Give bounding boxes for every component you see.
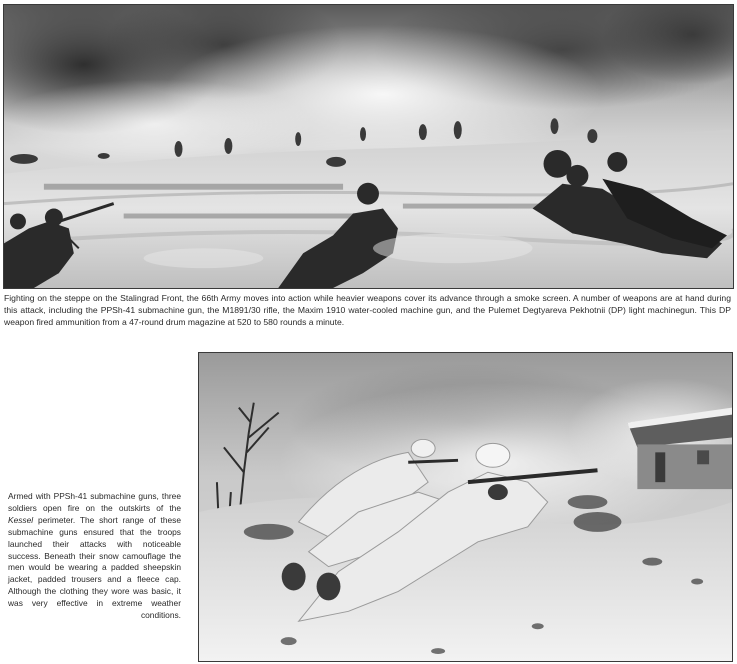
photo-soldiers-steppe-smoke-icon <box>4 5 733 288</box>
caption-part-2: perimeter. The short range of these submachine guns ensured that the troops launched their attacks with noticeable success. Beneath their snow camouflage the men would be wearing a padded sheepskin jacket, padded trousers and a fleece cap. Although the clothing they wore was basic, it was very effective in extreme weather conditions. <box>8 514 181 621</box>
photo-soldiers-snow-camouflage-icon <box>199 353 732 661</box>
top-photograph <box>3 4 734 289</box>
caption-part-1: Armed with PPSh-41 submachine guns, three soldiers open fire on the outskirts of the <box>8 491 181 513</box>
bottom-photo-caption <box>8 491 181 622</box>
bottom-photograph <box>198 352 733 662</box>
caption-italic-term: Kessel <box>8 514 34 525</box>
top-photo-caption: Fighting on the steppe on the Stalingrad Front, the 66th Army moves into action while heavier weapons cover its advance through a smoke screen. A number of weapons are at hand during this attack, including the PPSh-41 submachine gun, the M1891/30 rifle, the Maxim 1910 water-cooled machine gun, and the Pulemet Degtyareva Pekhotnii (DP) light machinegun. This DP weapon fired ammunition from a 47-round drum magazine at 520 to 580 rounds a minute. <box>4 293 731 328</box>
